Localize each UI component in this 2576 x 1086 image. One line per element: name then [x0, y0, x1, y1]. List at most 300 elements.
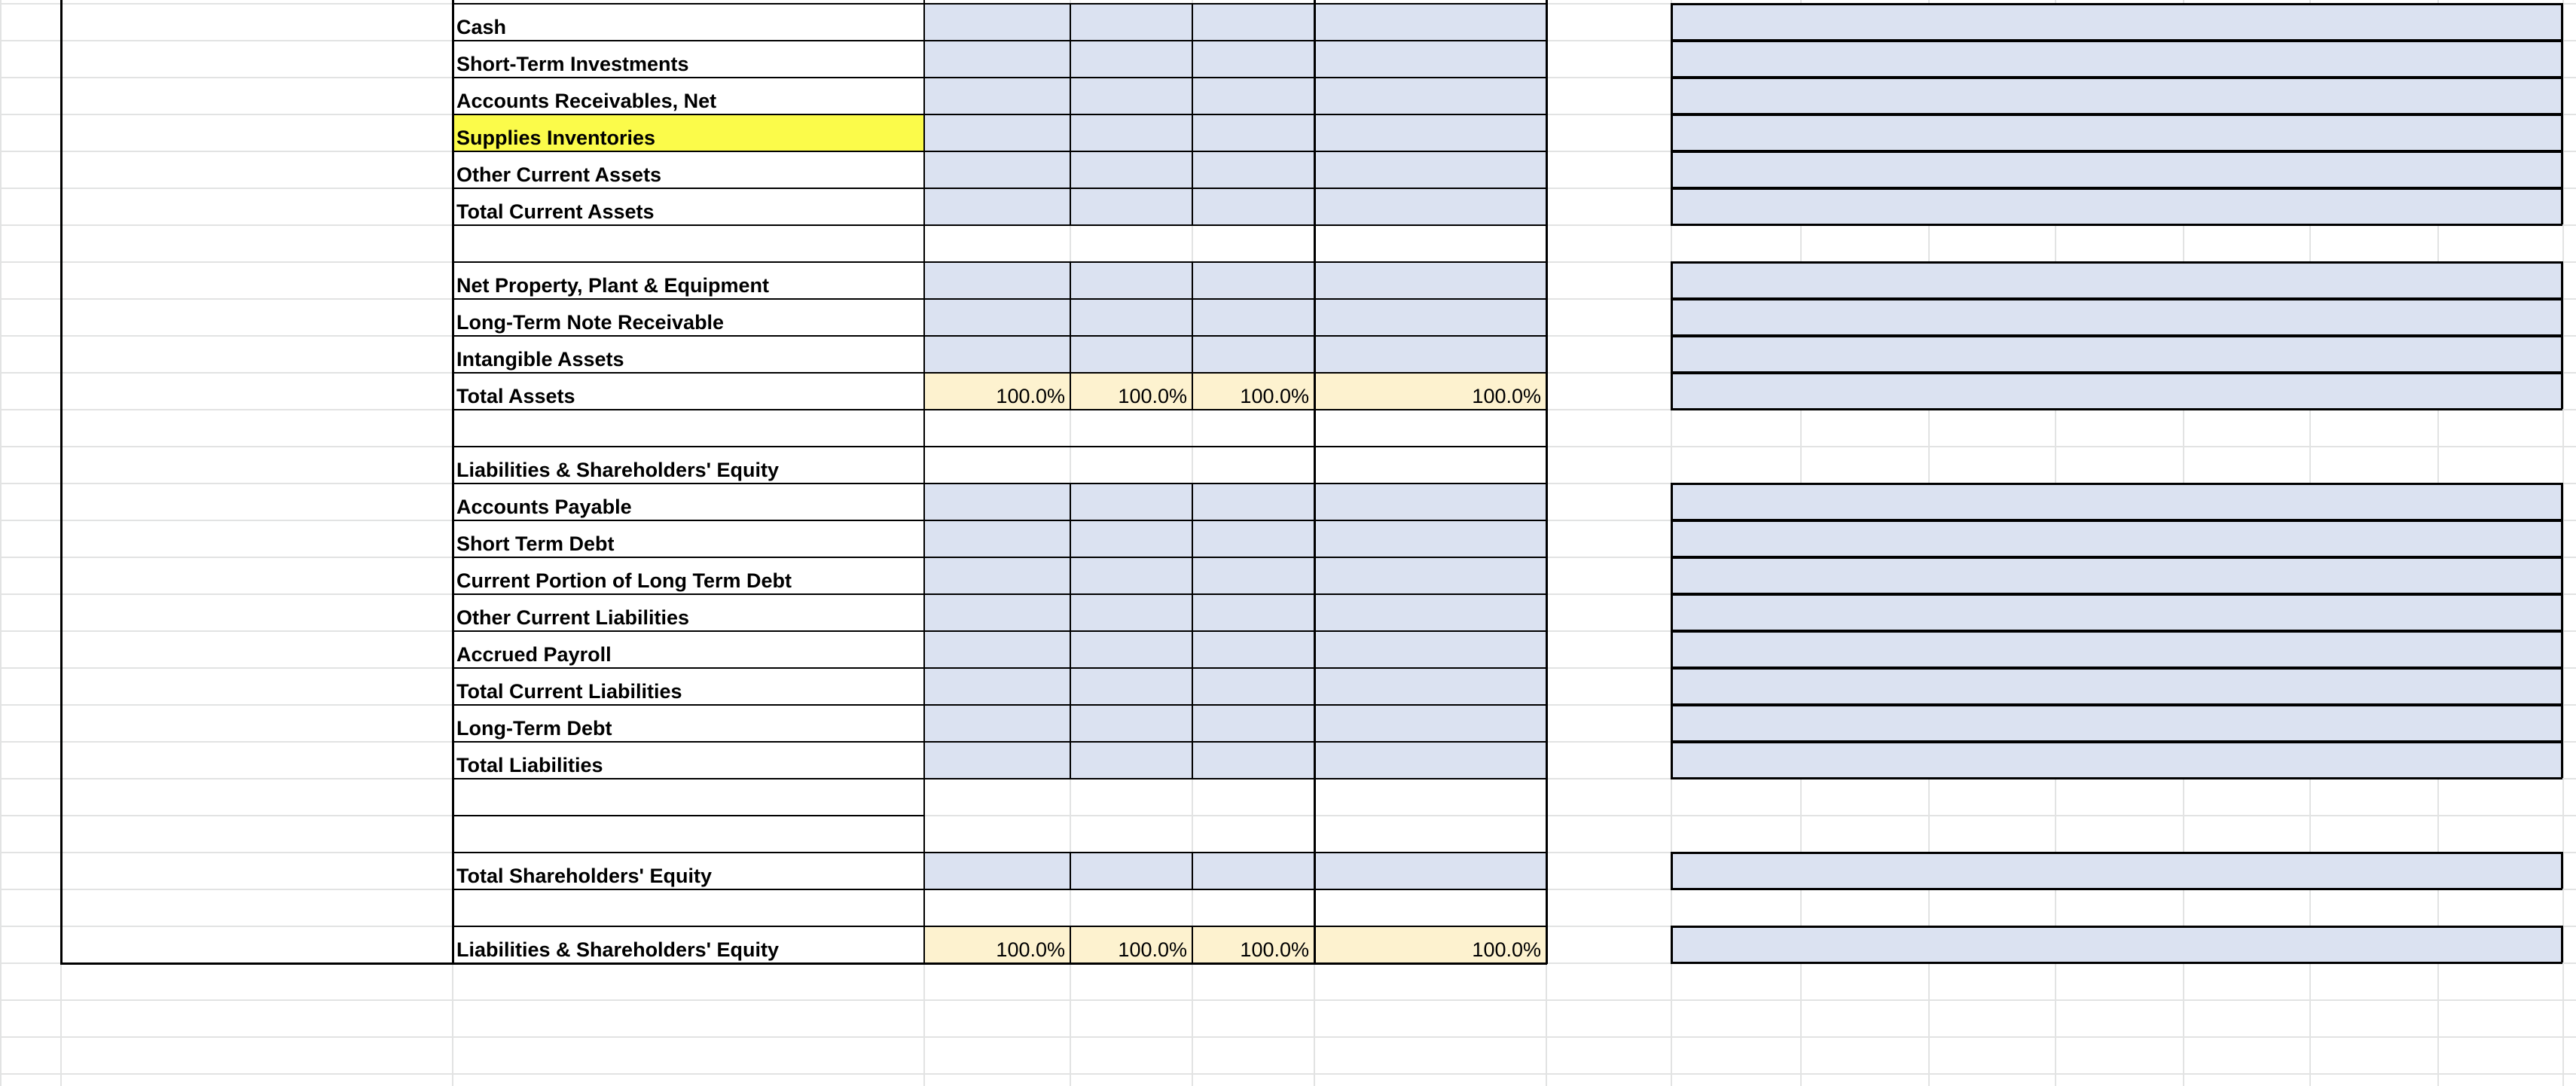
value-cell-border — [1192, 557, 1193, 593]
value-cell-col-3[interactable] — [1192, 298, 1314, 335]
gridline-horizontal — [0, 815, 2576, 816]
right-input-box[interactable] — [1671, 630, 2562, 667]
right-box-border — [1671, 114, 1673, 151]
right-input-box[interactable] — [1671, 3, 2562, 40]
value-cell-col-4[interactable] — [1314, 704, 1546, 741]
value-cell-border — [1314, 483, 1546, 484]
right-input-box[interactable] — [1671, 151, 2562, 188]
value-cell-border — [1192, 557, 1314, 558]
right-box-border — [2561, 298, 2563, 335]
right-box-border — [1671, 40, 1673, 77]
value-cell-border — [1314, 40, 1546, 41]
value-cell-col-3[interactable] — [1192, 3, 1314, 40]
value-cell-col-1[interactable] — [923, 3, 1070, 40]
value-cell-col-4[interactable] — [1314, 852, 1546, 889]
right-input-box[interactable] — [1671, 298, 2562, 335]
value-cell-border — [1192, 704, 1314, 706]
label-cell-border — [452, 815, 923, 816]
value-cell-border — [1070, 704, 1071, 741]
right-box-border — [1671, 852, 2562, 854]
label-cell-border — [452, 557, 923, 558]
right-input-box[interactable] — [1671, 335, 2562, 372]
value-cell-border — [1070, 778, 1192, 779]
value-cell-border — [1070, 188, 1192, 189]
right-box-border — [1671, 77, 2562, 79]
right-box-border — [1671, 261, 2562, 264]
value-cell-col-1[interactable] — [923, 630, 1070, 667]
value-cell-col-2[interactable] — [1070, 77, 1192, 114]
right-box-border — [1671, 630, 1673, 667]
value-cell-border — [1314, 630, 1546, 632]
value-cell-col-1[interactable] — [923, 261, 1070, 298]
right-box-border — [2561, 372, 2563, 409]
right-box-border — [2561, 593, 2563, 630]
value-cell-border — [923, 483, 1070, 484]
value-cell-border — [1314, 335, 1546, 337]
value-cell-border — [1192, 926, 1193, 962]
value-cell-col-3[interactable] — [1192, 593, 1314, 630]
value-cell-border — [1070, 520, 1192, 521]
outer-frame-bottom — [60, 962, 1547, 965]
value-cell-border — [1070, 40, 1192, 41]
value-cell-border — [1070, 372, 1071, 409]
right-box-border — [1671, 372, 2562, 374]
right-box-border — [2561, 3, 2563, 40]
value-cell-col-3[interactable]: 100.0% — [1192, 926, 1314, 962]
value-cell-col-4[interactable] — [1314, 520, 1546, 557]
value-cell-col-2[interactable] — [1070, 151, 1192, 188]
right-box-border — [1671, 188, 2562, 190]
right-box-border — [1671, 520, 1673, 557]
right-box-border — [1671, 298, 1673, 335]
label-cell-border — [452, 704, 923, 706]
value-cell-col-1[interactable] — [923, 151, 1070, 188]
right-box-border — [1671, 151, 1673, 188]
value-cell-col-3[interactable] — [1192, 335, 1314, 372]
value-cell-border — [1314, 77, 1546, 78]
right-box-border — [1671, 188, 1673, 224]
spacer-border — [923, 224, 1546, 226]
value-cell-border — [923, 261, 1070, 263]
gridline-horizontal — [0, 1073, 2576, 1075]
label-cell-border — [452, 298, 923, 300]
row-label-cell[interactable]: Long-Term Note Receivable — [456, 311, 725, 334]
value-cell-col-4[interactable] — [1314, 557, 1546, 593]
value-cell-border — [1192, 778, 1314, 779]
value-cell-col-4[interactable]: 100.0% — [1314, 926, 1546, 962]
row-label-cell[interactable] — [452, 889, 923, 926]
row-label-cell[interactable] — [452, 224, 923, 261]
value-cell-border — [923, 3, 1070, 5]
right-box-border — [2561, 704, 2563, 741]
value-cell-border — [1070, 926, 1192, 927]
value-cell-col-4[interactable] — [1314, 151, 1546, 188]
right-input-box[interactable] — [1671, 926, 2562, 962]
value-cell-col-4[interactable] — [1314, 3, 1546, 40]
value-cell-border — [923, 151, 1070, 152]
value-cell-border — [1070, 630, 1071, 667]
label-cell-border — [452, 409, 923, 410]
value-cell-border — [1070, 3, 1192, 5]
value-cell-col-1[interactable] — [923, 704, 1070, 741]
value-cell-col-4[interactable] — [1314, 261, 1546, 298]
right-input-box[interactable] — [1671, 40, 2562, 77]
right-box-border — [1671, 962, 2562, 964]
value-cell-col-3[interactable] — [1192, 704, 1314, 741]
value-cell-border — [923, 114, 1070, 115]
label-cell-border — [452, 926, 923, 927]
value-cell-border — [1192, 188, 1314, 189]
right-box-border — [1671, 704, 2562, 706]
gridline-horizontal — [0, 1036, 2576, 1038]
value-cell-col-4[interactable] — [1314, 40, 1546, 77]
value-cell-border — [1070, 741, 1071, 778]
value-cell-border — [1070, 557, 1192, 558]
right-box-border — [1671, 704, 1673, 741]
value-cell-col-2[interactable] — [1070, 114, 1192, 151]
right-box-border — [2561, 557, 2563, 593]
row-label-cell[interactable] — [452, 778, 923, 815]
value-cell-col-2[interactable] — [1070, 593, 1192, 630]
right-box-border — [1671, 151, 2562, 153]
row-label-cell[interactable]: Current Portion of Long Term Debt — [456, 569, 792, 592]
right-input-box[interactable] — [1671, 557, 2562, 593]
value-cell-border — [1314, 372, 1546, 374]
value-cell-border — [1070, 630, 1192, 632]
value-cell-border — [1192, 520, 1193, 557]
row-label-cell[interactable]: Accrued Payroll — [456, 643, 612, 666]
value-cell-border — [923, 520, 1070, 521]
value-cell-col-3[interactable] — [1192, 77, 1314, 114]
value-cell-col-1[interactable] — [923, 188, 1070, 224]
value-cell-border — [1192, 151, 1193, 188]
value-cell-border — [1192, 483, 1193, 520]
value-cell-border — [1192, 593, 1193, 630]
value-cell-col-3[interactable] — [1192, 261, 1314, 298]
value-cell-border — [923, 298, 1070, 300]
spacer-border — [923, 409, 1546, 410]
value-cell-border — [1192, 335, 1193, 372]
right-input-box[interactable] — [1671, 593, 2562, 630]
value-cell-border — [923, 593, 1070, 595]
value-cell-border — [1314, 261, 1546, 263]
value-cell-border — [1192, 926, 1314, 927]
right-box-border — [2561, 630, 2563, 667]
value-cell-border — [1192, 151, 1314, 152]
value-cell-col-2[interactable] — [1070, 298, 1192, 335]
row-label-cell[interactable]: Other Current Assets — [456, 163, 662, 186]
label-cell-border — [452, 446, 923, 447]
right-box-border — [2561, 151, 2563, 188]
right-input-box[interactable] — [1671, 77, 2562, 114]
right-input-box[interactable] — [1671, 483, 2562, 520]
value-cell-border — [1192, 114, 1314, 115]
value-cell-border — [1070, 741, 1192, 743]
value-cell-col-1[interactable] — [923, 593, 1070, 630]
row-label-cell[interactable]: Short-Term Investments — [456, 53, 689, 75]
value-cell-border — [1314, 114, 1546, 115]
value-cell-border — [1314, 778, 1546, 779]
row-label-cell[interactable]: Cash — [456, 16, 507, 38]
value-cell-border — [1314, 667, 1546, 669]
right-box-border — [1671, 557, 1673, 593]
value-cell-col-1[interactable] — [923, 741, 1070, 778]
value-cell-col-1[interactable]: 100.0% — [923, 372, 1070, 409]
row-label-cell[interactable]: Total Shareholders' Equity — [456, 865, 712, 887]
right-input-box[interactable] — [1671, 667, 2562, 704]
row-label-cell[interactable]: Accounts Receivables, Net — [456, 90, 717, 112]
right-box-border — [1671, 261, 1673, 298]
value-cell-border — [1314, 298, 1546, 300]
value-cell-border — [1192, 667, 1314, 669]
value-cell-border — [923, 40, 1070, 41]
label-cell-border — [452, 40, 923, 41]
value-cell-border — [1070, 77, 1071, 114]
value-cell-col-1[interactable] — [923, 483, 1070, 520]
value-cell-col-1[interactable] — [923, 520, 1070, 557]
value-cell-col-1[interactable] — [923, 667, 1070, 704]
value-cell-border — [1192, 593, 1314, 595]
value-cell-border — [1314, 593, 1546, 595]
value-cell-border — [1192, 630, 1193, 667]
value-cell-border — [923, 926, 1070, 927]
right-box-border — [1671, 3, 1673, 40]
right-box-border — [2561, 77, 2563, 114]
right-box-border — [1671, 335, 2562, 337]
value-cell-border — [1192, 704, 1193, 741]
row-label-cell[interactable]: Supplies Inventories — [452, 114, 923, 151]
value-cell-border — [1314, 557, 1546, 558]
value-cell-col-2[interactable] — [1070, 667, 1192, 704]
value-cell-col-4[interactable] — [1314, 630, 1546, 667]
row-label-cell[interactable]: Liabilities & Shareholders' Equity — [456, 938, 780, 961]
row-label-cell[interactable]: Long-Term Debt — [456, 717, 612, 740]
value-cell-border — [923, 77, 1070, 78]
value-cell-border — [1192, 372, 1314, 374]
value-cell-col-2[interactable] — [1070, 40, 1192, 77]
value-cell-col-3[interactable] — [1192, 520, 1314, 557]
label-cell-border — [452, 188, 923, 189]
value-cell-border — [1192, 40, 1314, 41]
value-cell-border — [1192, 114, 1193, 151]
value-cell-border — [1314, 520, 1546, 521]
value-cell-col-3[interactable]: 100.0% — [1192, 372, 1314, 409]
value-cell-border — [1314, 704, 1546, 706]
value-cell-col-3[interactable] — [1192, 667, 1314, 704]
value-cell-border — [923, 778, 1070, 779]
value-cell-border — [1314, 3, 1546, 5]
value-cell-col-4[interactable] — [1314, 483, 1546, 520]
value-cell-border — [1192, 77, 1193, 114]
value-cell-col-3[interactable] — [1192, 741, 1314, 778]
value-cell-border — [1192, 852, 1314, 853]
value-cell-border — [1192, 335, 1314, 337]
value-cell-border — [1070, 114, 1192, 115]
value-cell-col-2[interactable] — [1070, 741, 1192, 778]
right-input-box[interactable] — [1671, 741, 2562, 778]
value-cell-col-2[interactable] — [1070, 483, 1192, 520]
label-cell-border — [452, 852, 923, 853]
value-cell-border — [1314, 741, 1546, 743]
value-cell-border — [1070, 483, 1071, 520]
value-cell-border — [1192, 3, 1314, 5]
right-box-border — [1671, 3, 2562, 5]
summary-column-left — [1314, 0, 1316, 962]
value-cell-col-2[interactable] — [1070, 852, 1192, 889]
value-cell-border — [1192, 3, 1193, 40]
values-left-border — [923, 0, 925, 962]
value-cell-col-1[interactable]: 100.0% — [923, 926, 1070, 962]
label-cell-border — [452, 667, 923, 669]
value-cell-col-1[interactable] — [923, 77, 1070, 114]
right-box-border — [2561, 852, 2563, 889]
value-cell-col-3[interactable] — [1192, 630, 1314, 667]
label-cell-border — [452, 151, 923, 152]
value-cell-border — [923, 704, 1070, 706]
label-cell-border — [452, 114, 923, 115]
value-cell-col-1[interactable] — [923, 852, 1070, 889]
value-cell-col-4[interactable] — [1314, 77, 1546, 114]
right-input-box[interactable] — [1671, 372, 2562, 409]
value-cell-border — [1070, 926, 1071, 962]
value-cell-col-2[interactable] — [1070, 335, 1192, 372]
value-cell-border — [1192, 261, 1314, 263]
value-cell-col-1[interactable] — [923, 40, 1070, 77]
value-cell-col-4[interactable]: 100.0% — [1314, 372, 1546, 409]
row-label-cell[interactable]: Total Current Liabilities — [456, 680, 682, 703]
right-box-border — [2561, 741, 2563, 778]
value-cell-border — [1314, 188, 1546, 189]
value-cell-border — [1192, 77, 1314, 78]
value-cell-border — [923, 188, 1070, 189]
gridline-vertical — [0, 0, 2, 1086]
right-box-border — [2561, 40, 2563, 77]
row-label-cell[interactable]: Total Liabilities — [456, 754, 603, 776]
value-cell-col-3[interactable] — [1192, 557, 1314, 593]
value-cell-border — [1314, 151, 1546, 152]
value-cell-col-4[interactable] — [1314, 335, 1546, 372]
value-cell-col-3[interactable] — [1192, 188, 1314, 224]
value-cell-border — [1070, 483, 1192, 484]
right-input-box[interactable] — [1671, 188, 2562, 224]
value-cell-col-2[interactable] — [1070, 557, 1192, 593]
value-cell-border — [923, 372, 1070, 374]
row-label-cell[interactable]: Other Current Liabilities — [456, 606, 690, 629]
value-cell-border — [923, 852, 1070, 853]
value-cell-col-4[interactable] — [1314, 298, 1546, 335]
value-cell-col-2[interactable]: 100.0% — [1070, 372, 1192, 409]
row-label-cell[interactable] — [452, 409, 923, 446]
value-cell-col-4[interactable] — [1314, 114, 1546, 151]
row-label-cell[interactable]: Accounts Payable — [456, 496, 632, 518]
value-cell-col-4[interactable] — [1314, 593, 1546, 630]
right-box-border — [1671, 926, 2562, 928]
label-cell-border — [452, 483, 923, 484]
row-label-cell[interactable]: Net Property, Plant & Equipment — [456, 274, 770, 297]
value-cell-col-1[interactable] — [923, 557, 1070, 593]
value-cell-col-2[interactable] — [1070, 704, 1192, 741]
label-cell-border — [452, 224, 923, 226]
value-cell-border — [1070, 852, 1071, 889]
value-cell-border — [1070, 557, 1071, 593]
value-cell-col-3[interactable] — [1192, 852, 1314, 889]
value-cell-border — [923, 630, 1070, 632]
outer-frame-left — [60, 0, 63, 964]
label-cell-border — [452, 593, 923, 595]
gridline-horizontal — [0, 999, 2576, 1001]
right-input-box[interactable] — [1671, 852, 2562, 889]
right-input-box[interactable] — [1671, 114, 2562, 151]
value-cell-border — [1192, 741, 1193, 778]
value-cell-border — [923, 335, 1070, 337]
value-cell-col-3[interactable] — [1192, 114, 1314, 151]
value-cell-col-4[interactable] — [1314, 188, 1546, 224]
row-label-cell[interactable]: Liabilities & Shareholders' Equity — [456, 459, 780, 481]
row-label-cell[interactable]: Total Assets — [456, 385, 575, 407]
value-cell-border — [1070, 852, 1192, 853]
value-cell-border — [1192, 520, 1314, 521]
right-input-box[interactable] — [1671, 520, 2562, 557]
value-cell-border — [1070, 667, 1192, 669]
value-cell-col-4[interactable] — [1314, 741, 1546, 778]
value-cell-border — [1070, 593, 1192, 595]
right-input-box[interactable] — [1671, 704, 2562, 741]
right-box-border — [1671, 852, 1673, 889]
row-label-cell[interactable]: Intangible Assets — [456, 348, 624, 371]
value-cell-col-2[interactable] — [1070, 630, 1192, 667]
right-box-border — [1671, 557, 2562, 559]
value-cell-border — [1192, 372, 1193, 409]
right-input-box[interactable] — [1671, 261, 2562, 298]
value-cell-col-2[interactable] — [1070, 520, 1192, 557]
right-box-border — [1671, 630, 2562, 633]
value-cell-border — [1070, 114, 1071, 151]
value-cell-border — [1070, 704, 1192, 706]
value-cell-col-4[interactable] — [1314, 667, 1546, 704]
value-cell-col-3[interactable] — [1192, 151, 1314, 188]
value-cell-col-2[interactable]: 100.0% — [1070, 926, 1192, 962]
right-box-border — [1671, 667, 2562, 670]
label-cell-border — [452, 335, 923, 337]
spacer-border — [923, 446, 1546, 447]
value-cell-border — [923, 557, 1070, 558]
right-box-border — [1671, 40, 2562, 42]
right-box-border — [2561, 114, 2563, 151]
value-cell-border — [1070, 261, 1192, 263]
row-label-cell[interactable]: Short Term Debt — [456, 532, 615, 555]
row-label-cell[interactable]: Total Current Assets — [456, 200, 655, 223]
value-cell-border — [1192, 298, 1314, 300]
right-box-border — [2561, 926, 2563, 962]
value-cell-border — [1070, 188, 1071, 224]
value-cell-col-2[interactable] — [1070, 3, 1192, 40]
value-cell-col-1[interactable] — [923, 335, 1070, 372]
value-cell-col-1[interactable] — [923, 114, 1070, 151]
label-cell-border — [452, 372, 923, 374]
value-cell-col-2[interactable] — [1070, 188, 1192, 224]
right-box-border — [1671, 224, 2562, 226]
label-cell-border — [452, 261, 923, 263]
value-cell-col-1[interactable] — [923, 298, 1070, 335]
value-cell-col-2[interactable] — [1070, 261, 1192, 298]
value-cell-border — [1070, 593, 1071, 630]
value-cell-border — [1070, 372, 1192, 374]
value-cell-border — [1070, 151, 1071, 188]
value-cell-col-3[interactable] — [1192, 483, 1314, 520]
spacer-border — [923, 889, 1546, 890]
value-cell-border — [1192, 741, 1314, 743]
value-cell-col-3[interactable] — [1192, 40, 1314, 77]
